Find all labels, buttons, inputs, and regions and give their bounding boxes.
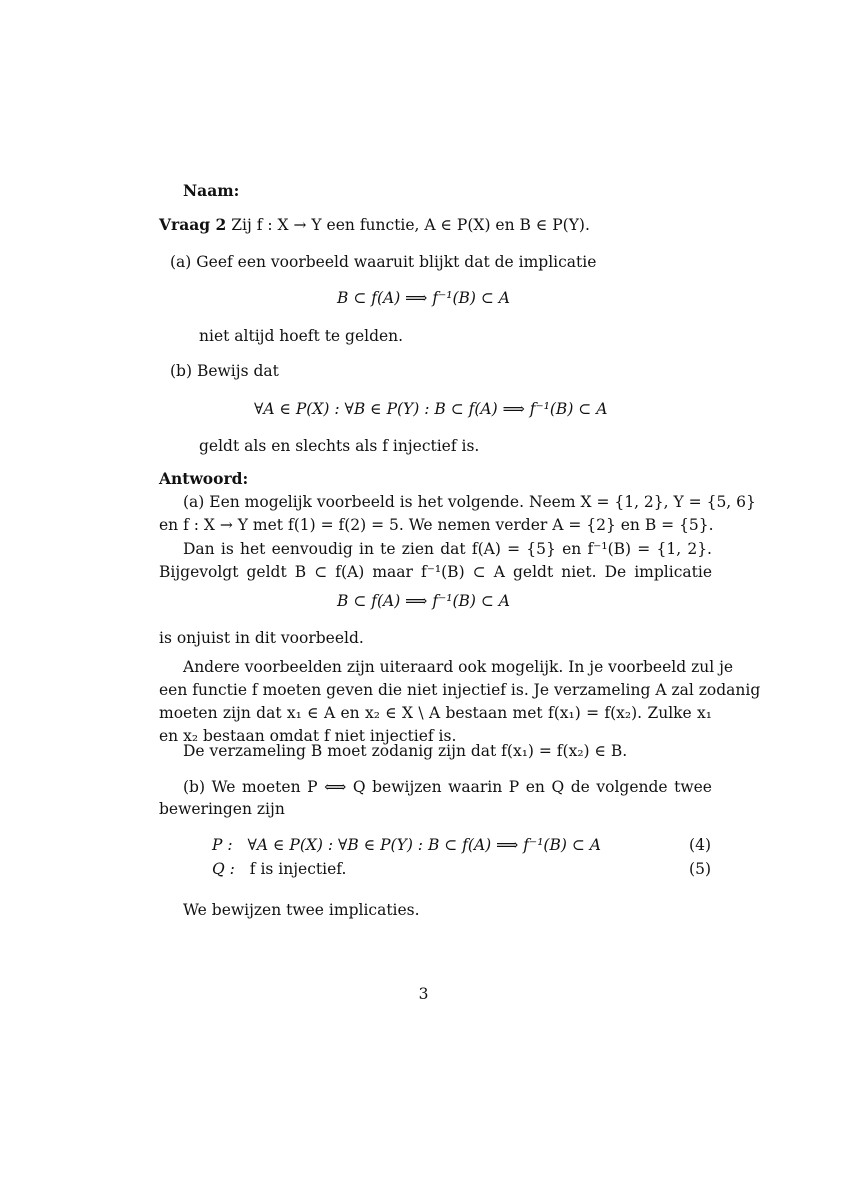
question-header [159,214,590,236]
part-a-after: niet altijd hoeft te gelden. [199,327,404,345]
equation-4-lhs: P : [212,836,233,854]
part-a-prompt [170,251,596,273]
para2-line-3: moeten zijn dat x₁ ∈ A en x₂ ∈ X \ A bestaan met f(x₁) = f(x₂). Zulke x₁ [159,704,712,722]
part-a-marker: (a) [170,253,192,271]
question-text: Zij f : X → Y een functie, A ∈ P(X) en B ∈ P(Y). [231,216,590,234]
name-label: Naam: [183,181,240,200]
para3: De verzameling B moet zodanig zijn dat f(x₁) = f(x₂) ∈ B. [183,742,628,760]
part-a-formula: B ⊂ f(A) ⟹ f⁻¹(B) ⊂ A [337,289,510,307]
part-b-text: Bewijs dat [196,362,279,380]
para2-line-1: Andere voorbeelden zijn uiteraard ook mogelijk. In je voorbeeld zul je [183,658,734,676]
answer-formula: B ⊂ f(A) ⟹ f⁻¹(B) ⊂ A [337,592,510,610]
para2-line-4: en x₂ bestaan omdat f niet injectief is. [159,727,457,745]
answer-line-2: en f : X → Y met f(1) = f(2) = 5. We nemen verder A = {2} en B = {5}. [159,516,714,534]
equation-5 [212,858,346,880]
part-b-after: geldt als en slechts als f injectief is. [199,437,480,455]
part-b-formula: ∀A ∈ P(X) : ∀B ∈ P(Y) : B ⊂ f(A) ⟹ f⁻¹(B) ⊂ A [254,400,608,418]
part-b-answer-line-1: (b) We moeten P ⟺ Q bewijzen waarin P en Q de volgende twee [183,778,712,796]
equation-4-body: ∀A ∈ P(X) : ∀B ∈ P(Y) : B ⊂ f(A) ⟹ f⁻¹(B) ⊂ A [247,836,601,854]
answer-line-3: Dan is het eenvoudig in te zien dat f(A) = {5} en f⁻¹(B) = {1, 2}. [183,540,712,558]
equation-5-body: f is injectief. [249,860,347,878]
part-b-prompt [170,360,279,382]
answer-after-formula: is onjuist in dit voorbeeld. [159,629,364,647]
equation-5-lhs: Q : [212,860,235,878]
equation-4-number: (4) [689,836,711,854]
closing-sentence: We bewijzen twee implicaties. [183,901,420,919]
part-a-text: Geef een voorbeeld waaruit blijkt dat de implicatie [196,253,597,271]
answer-line-1: (a) Een mogelijk voorbeeld is het volgende. Neem X = {1, 2}, Y = {5, 6} [183,493,756,511]
equation-4 [212,834,601,856]
answer-line-4: Bijgevolgt geldt B ⊂ f(A) maar f⁻¹(B) ⊂ A geldt niet. De implicatie [159,563,712,581]
para2-line-2: een functie f moeten geven die niet injectief is. Je verzameling A zal zodanig [159,681,761,699]
part-b-answer-line-2: beweringen zijn [159,800,285,818]
equation-5-number: (5) [689,860,711,878]
answer-label: Antwoord: [159,469,249,488]
part-b-marker: (b) [170,362,193,380]
question-label: Vraag 2 [159,215,227,234]
page-number: 3 [418,985,429,1003]
